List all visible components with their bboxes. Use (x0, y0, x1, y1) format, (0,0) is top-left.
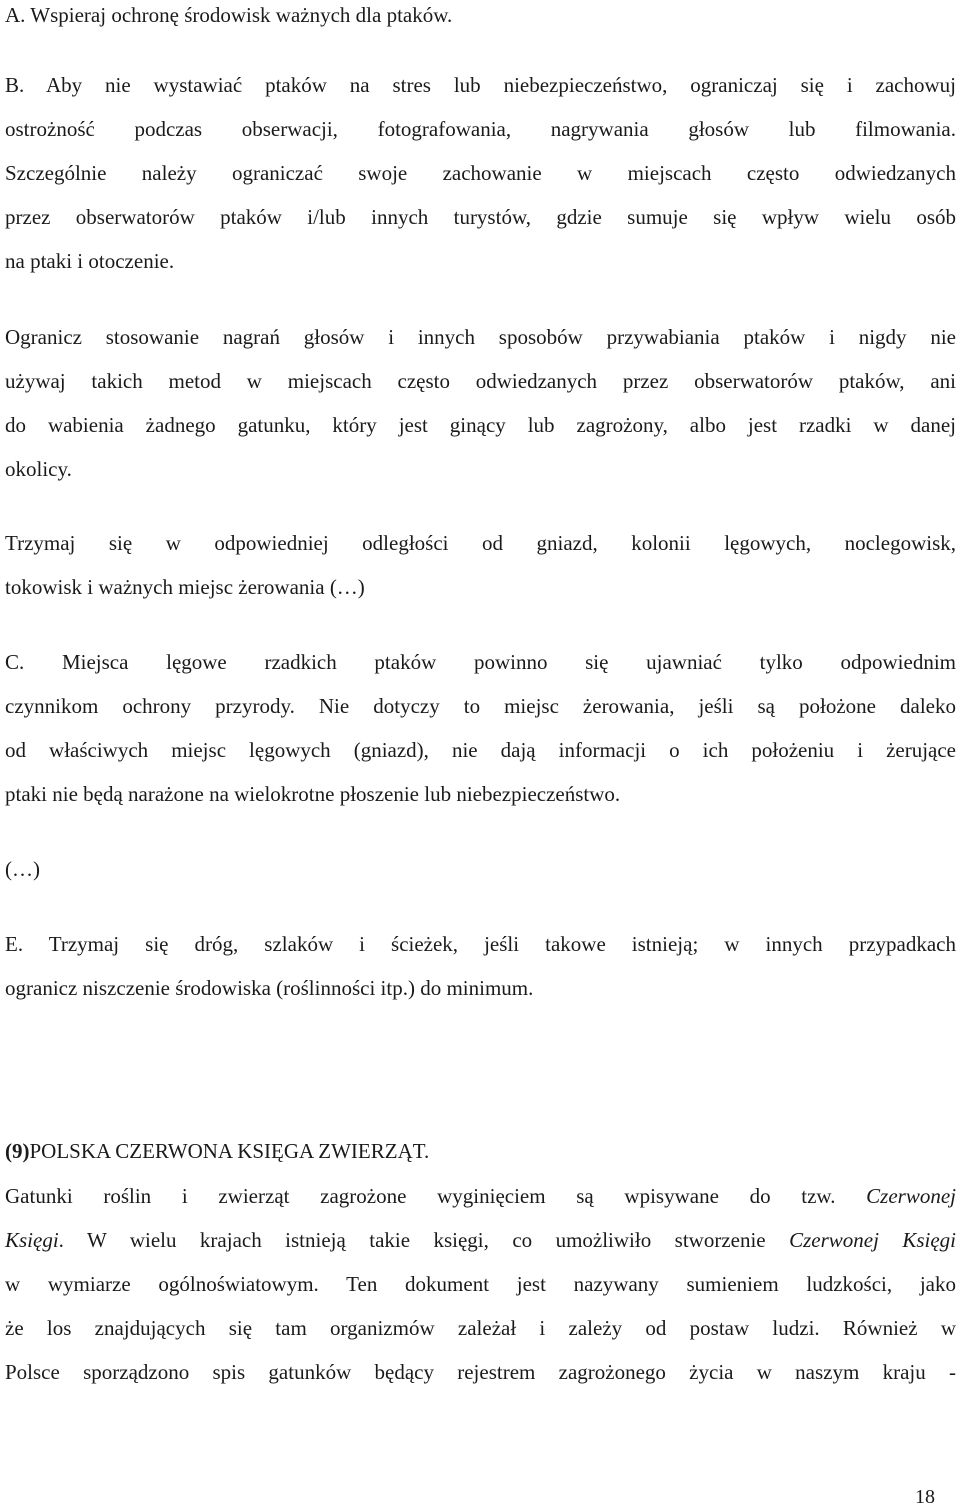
text-line: ogranicz niszczenie środowiska (roślinności itp.) do minimum. (5, 976, 534, 1000)
text-line: czynnikom ochrony przyrody. Nie dotyczy to miejsc żerowania, jeśli są położone daleko (5, 694, 956, 718)
text-line: E. Trzymaj się dróg, szlaków i ścieżek, jeśli takowe istnieją; w innych przypadkach (5, 932, 956, 956)
text-line: od właściwych miejsc lęgowych (gniazd), nie dają informacji o ich położeniu i żerujące (5, 738, 956, 762)
text-line: że los znajdujących się tam organizmów zależał i zależy od postaw ludzi. Również w (5, 1316, 956, 1340)
text-line: C. Miejsca lęgowe rzadkich ptaków powinno się ujawniać tylko odpowiednim (5, 650, 956, 674)
heading-title: POLSKA CZERWONA KSIĘGA ZWIERZĄT. (29, 1139, 430, 1163)
text-line (5, 1230, 956, 1251)
heading-number: (9) (5, 1139, 30, 1163)
text-line: przez obserwatorów ptaków i/lub innych turystów, gdzie sumuje się wpływ wielu osób (5, 205, 956, 229)
text-line: Szczególnie należy ograniczać swoje zachowanie w miejscach często odwiedzanych (5, 161, 956, 185)
text-line: tokowisk i ważnych miejsc żerowania (…) (5, 575, 365, 599)
text-line: Ogranicz stosowanie nagrań głosów i innych sposobów przywabiania ptaków i nigdy nie (5, 325, 956, 349)
text-line: używaj takich metod w miejscach często odwiedzanych przez obserwatorów ptaków, ani (5, 369, 956, 393)
text-line: w wymiarze ogólnoświatowym. Ten dokument jest nazywany sumieniem ludzkości, jako (5, 1272, 956, 1296)
text-run: Gatunki roślin i zwierząt zagrożone wyginięciem są wpisywane do tzw. (5, 1184, 867, 1208)
text-run: . W wielu krajach istnieją takie księgi, co umożliwiło stworzenie (58, 1228, 790, 1252)
italic-term: Księgi (5, 1228, 59, 1252)
text-line (5, 1186, 956, 1207)
text-line: Trzymaj się w odpowiedniej odległości od gniazd, kolonii lęgowych, noclegowisk, (5, 531, 956, 555)
text-line: do wabienia żadnego gatunku, który jest ginący lub zagrożony, albo jest rzadki w danej (5, 413, 956, 437)
section-heading (5, 1141, 429, 1162)
italic-term: Czerwonej (866, 1184, 956, 1208)
text-line: Polsce sporządzono spis gatunków będący rejestrem zagrożonego życia w naszym kraju - (5, 1360, 956, 1384)
text-line: A. Wspieraj ochronę środowisk ważnych dla ptaków. (5, 3, 453, 27)
text-line: na ptaki i otoczenie. (5, 249, 175, 273)
text-line: B. Aby nie wystawiać ptaków na stres lub niebezpieczeństwo, ograniczaj się i zachowuj (5, 73, 956, 97)
text-line: okolicy. (5, 457, 72, 481)
ellipsis: (…) (5, 857, 40, 881)
text-line: ptaki nie będą narażone na wielokrotne płoszenie lub niebezpieczeństwo. (5, 782, 621, 806)
page-number: 18 (915, 1486, 935, 1508)
italic-term: Czerwonej Księgi (789, 1228, 956, 1252)
text-line: ostrożność podczas obserwacji, fotografowania, nagrywania głosów lub filmowania. (5, 117, 956, 141)
